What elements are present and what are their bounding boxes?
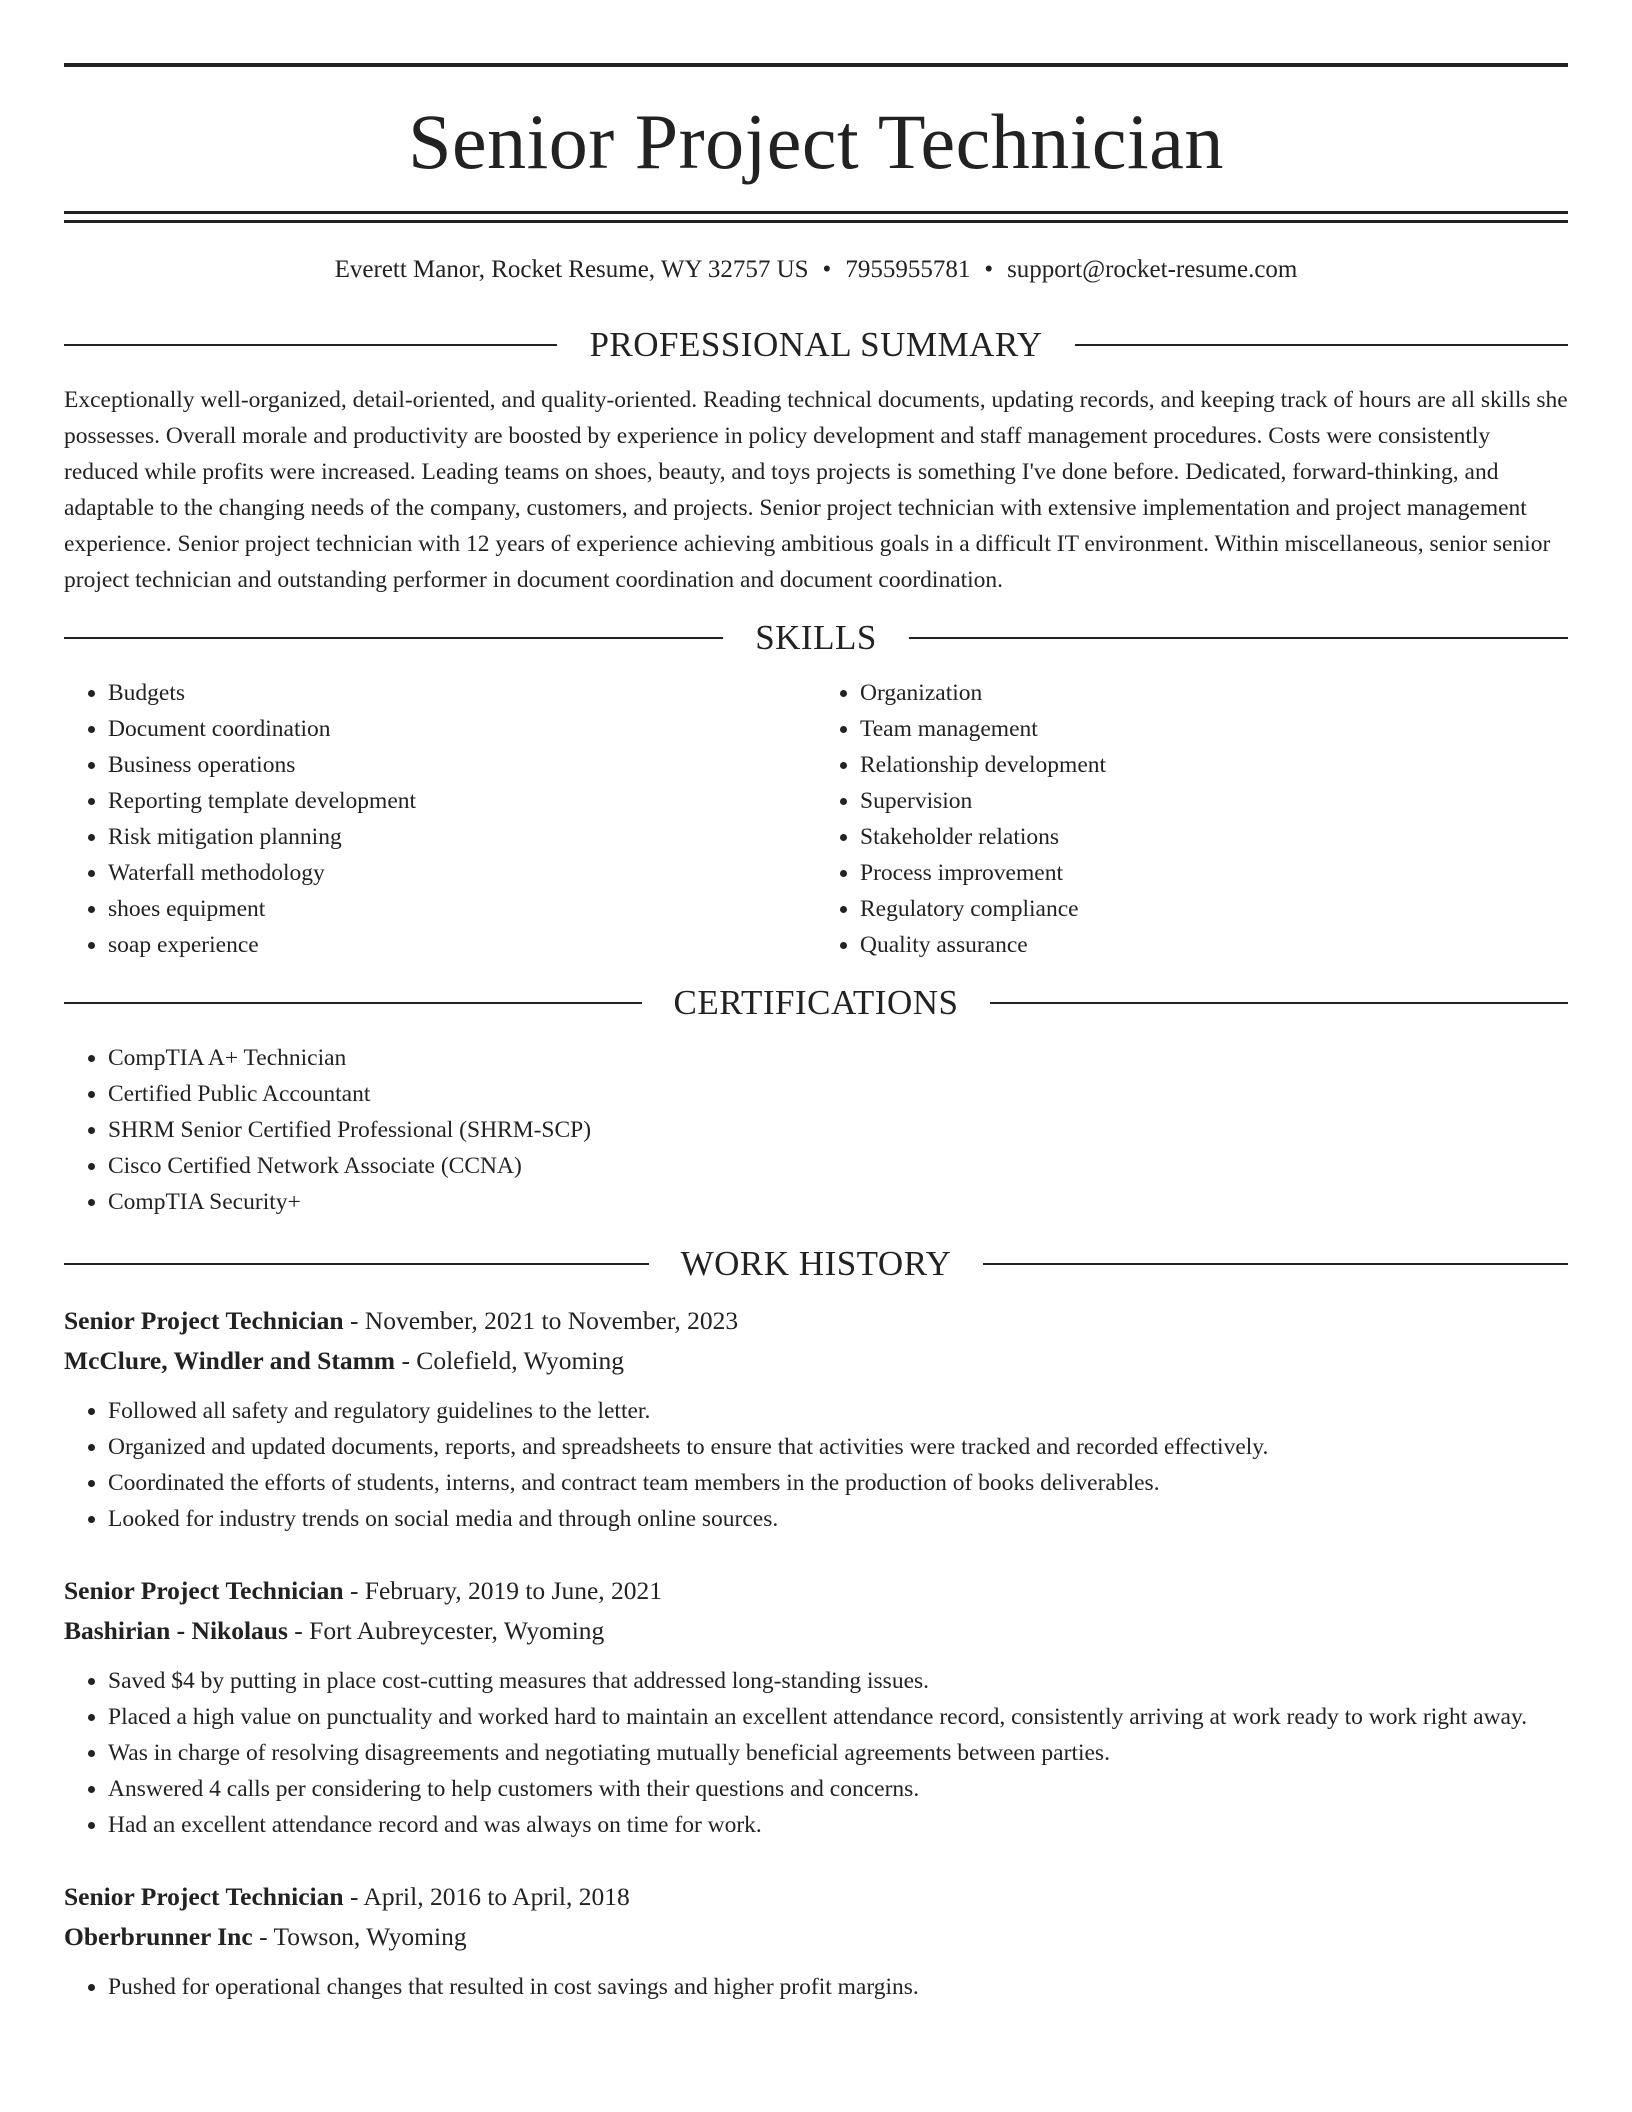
skill-item: • Budgets xyxy=(108,675,816,711)
job-title: Senior Project Technician xyxy=(64,1882,344,1911)
job-duty-item: • Saved $4 by putting in place cost-cutting measures that addressed long-standing issues. xyxy=(108,1663,1568,1699)
skill-item: • Stakeholder relations xyxy=(860,819,1568,855)
job-duty-item: • Had an excellent attendance record and was always on time for work. xyxy=(108,1807,1568,1843)
job-location: - Fort Aubreycester, Wyoming xyxy=(287,1616,605,1645)
title-rule-lower xyxy=(64,220,1568,223)
skill-item: • Process improvement xyxy=(860,855,1568,891)
work-history-heading xyxy=(64,1246,1568,1281)
skill-item: • Supervision xyxy=(860,783,1568,819)
skill-item: • Waterfall methodology xyxy=(108,855,816,891)
job-title: Senior Project Technician xyxy=(64,1576,344,1605)
page-title: Senior Project Technician xyxy=(408,98,1224,185)
skills-right-list xyxy=(816,675,1568,963)
job-entry xyxy=(64,1301,1568,1537)
job-title-line xyxy=(64,1571,1568,1611)
heading-rule-right xyxy=(990,1002,1568,1004)
job-dates: - November, 2021 to November, 2023 xyxy=(343,1306,739,1335)
job-location: - Colefield, Wyoming xyxy=(395,1346,624,1375)
job-company: Oberbrunner Inc xyxy=(64,1922,253,1951)
certification-item: • CompTIA Security+ xyxy=(108,1184,1568,1220)
job-company-line xyxy=(64,1917,1568,1957)
heading-rule-left xyxy=(64,637,723,639)
job-duty-item: • Placed a high value on punctuality and worked hard to maintain an excellent attendance record, consistently arriving at work ready to work right away. xyxy=(108,1699,1568,1735)
job-company: Bashirian - Nikolaus xyxy=(64,1616,288,1645)
job-duty-item: • Organized and updated documents, reports, and spreadsheets to ensure that activities were tracked and recorded effectively. xyxy=(108,1429,1568,1465)
certification-item: • SHRM Senior Certified Professional (SHRM-SCP) xyxy=(108,1112,1568,1148)
heading-rule-left xyxy=(64,1002,642,1004)
job-company: McClure, Windler and Stamm xyxy=(64,1346,396,1375)
heading-rule-left xyxy=(64,344,557,346)
job-dates: - April, 2016 to April, 2018 xyxy=(343,1882,630,1911)
skill-item: • Relationship development xyxy=(860,747,1568,783)
skill-item: • Team management xyxy=(860,711,1568,747)
skill-item: • Reporting template development xyxy=(108,783,816,819)
job-duties-list xyxy=(64,1663,1568,1843)
skills-columns xyxy=(64,675,1568,963)
job-duty-item: • Answered 4 calls per considering to help customers with their questions and concerns. xyxy=(108,1771,1568,1807)
skill-item: • Risk mitigation planning xyxy=(108,819,816,855)
contact-line xyxy=(64,257,1568,282)
job-duty-item: • Pushed for operational changes that resulted in cost savings and higher profit margins. xyxy=(108,1969,1568,2005)
skills-heading-label: SKILLS xyxy=(755,618,877,657)
contact-separator: • xyxy=(822,256,832,283)
skill-item: • Regulatory compliance xyxy=(860,891,1568,927)
skill-item: • shoes equipment xyxy=(108,891,816,927)
job-duty-item: • Coordinated the efforts of students, interns, and contract team members in the production of books deliverables. xyxy=(108,1465,1568,1501)
contact-separator: • xyxy=(984,256,994,283)
job-company-line xyxy=(64,1341,1568,1381)
work-history-heading-label: WORK HISTORY xyxy=(680,1244,952,1283)
skill-item: • Business operations xyxy=(108,747,816,783)
summary-heading xyxy=(64,327,1568,362)
job-title-line xyxy=(64,1877,1568,1917)
skill-item: • Quality assurance xyxy=(860,927,1568,963)
skill-item: • Document coordination xyxy=(108,711,816,747)
heading-rule-right xyxy=(983,1263,1568,1265)
job-title: Senior Project Technician xyxy=(64,1306,344,1335)
skill-item: • soap experience xyxy=(108,927,816,963)
certification-item: • Cisco Certified Network Associate (CCNA) xyxy=(108,1148,1568,1184)
heading-rule-right xyxy=(909,637,1568,639)
heading-rule-right xyxy=(1075,344,1568,346)
skill-item: • Organization xyxy=(860,675,1568,711)
heading-rule-left xyxy=(64,1263,649,1265)
job-duty-item: • Followed all safety and regulatory guidelines to the letter. xyxy=(108,1393,1568,1429)
job-company-line xyxy=(64,1611,1568,1651)
contact-email[interactable]: support@rocket-resume.com xyxy=(1007,256,1298,283)
job-dates: - February, 2019 to June, 2021 xyxy=(343,1576,663,1605)
job-entry xyxy=(64,1877,1568,2005)
skills-left-list xyxy=(64,675,816,963)
certifications-heading-label: CERTIFICATIONS xyxy=(673,983,959,1022)
certification-item: • Certified Public Accountant xyxy=(108,1076,1568,1112)
contact-address: Everett Manor, Rocket Resume, WY 32757 US xyxy=(334,256,809,283)
top-rule xyxy=(64,63,1568,67)
job-title-line xyxy=(64,1301,1568,1341)
summary-text: Exceptionally well-organized, detail-oriented, and quality-oriented. Reading technical documents, updating records, and keeping track of hours are all skills she possesses. Overall morale and productivity are boosted by experience in policy development and staff management procedures. Costs were consistently reduced while profits were increased. Leading teams on shoes, beauty, and toys projects is something I've done before. Dedicated, forward-thinking, and adaptable to the changing needs of the company, customers, and projects. Senior project technician with extensive implementation and project management experience. Senior project technician with 12 years of experience achieving ambitious goals in a difficult IT environment. Within miscellaneous, senior senior project technician and outstanding performer in document coordination and document coordination. xyxy=(64,387,1568,593)
skills-heading xyxy=(64,620,1568,655)
contact-phone[interactable]: 7955955781 xyxy=(845,256,971,283)
job-duties-list xyxy=(64,1393,1568,1537)
title-rule-upper xyxy=(64,211,1568,214)
certifications-list xyxy=(64,1040,1568,1220)
certifications-heading xyxy=(64,985,1568,1020)
job-duty-item: • Looked for industry trends on social media and through online sources. xyxy=(108,1501,1568,1537)
certification-item: • CompTIA A+ Technician xyxy=(108,1040,1568,1076)
job-entry xyxy=(64,1571,1568,1843)
job-duties-list xyxy=(64,1969,1568,2005)
summary-heading-label: PROFESSIONAL SUMMARY xyxy=(589,325,1043,364)
job-location: - Towson, Wyoming xyxy=(252,1922,467,1951)
job-duty-item: • Was in charge of resolving disagreements and negotiating mutually beneficial agreements between parties. xyxy=(108,1735,1568,1771)
